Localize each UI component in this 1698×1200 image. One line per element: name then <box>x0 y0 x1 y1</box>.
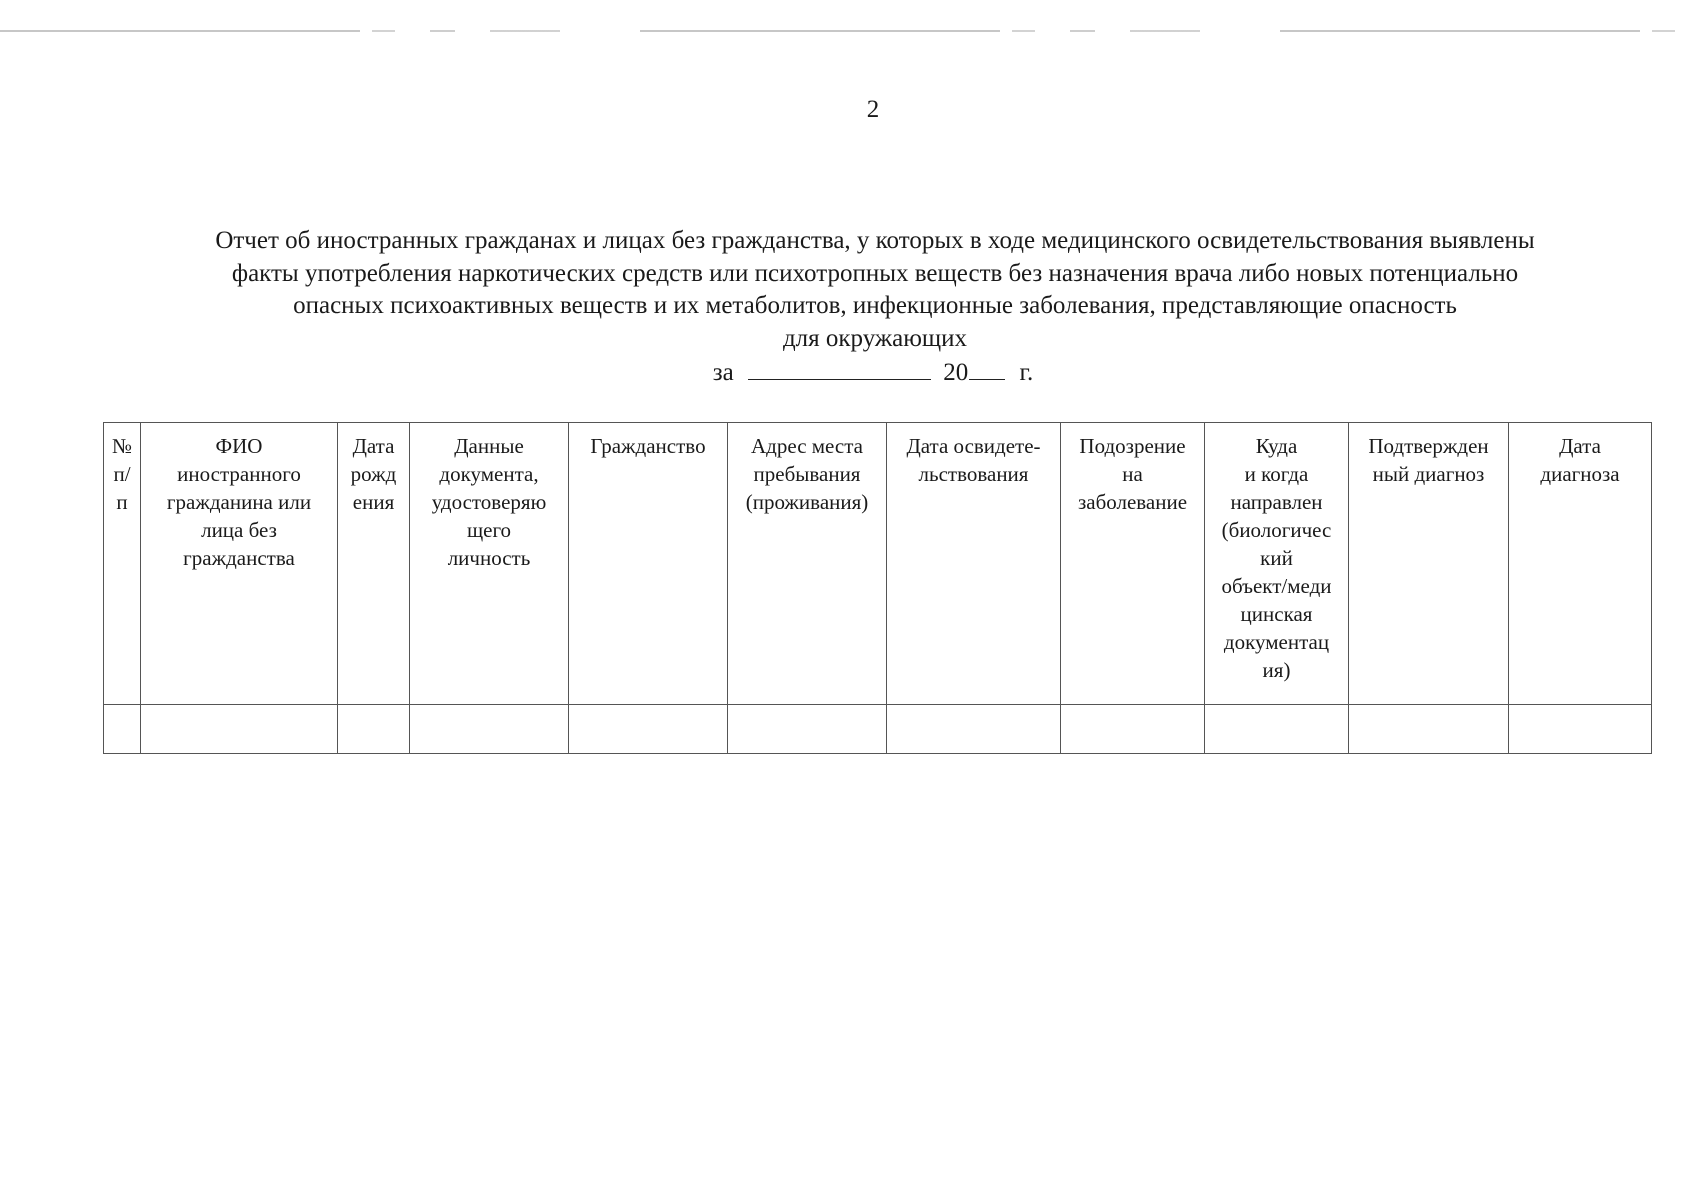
header-cell: Данные документа, удостоверяю щего личность <box>410 423 569 705</box>
title-line: опасных психоактивных веществ и их метаболитов, инфекционные заболевания, представляющие опасность <box>293 292 1457 319</box>
header-cell: Куда и когда направлен (биологичес кий объект/меди цинская документац ия) <box>1205 423 1349 705</box>
table-cell <box>104 705 141 754</box>
period-prefix: за <box>712 359 734 386</box>
header-cell: Дата диагноза <box>1509 423 1652 705</box>
table-cell <box>728 705 887 754</box>
page-number: 2 <box>866 96 880 123</box>
table-cell <box>410 705 569 754</box>
header-cell: Дата рожд ения <box>338 423 410 705</box>
header-cell: Дата освидете- льствования <box>887 423 1061 705</box>
header-cell: № п/ п <box>104 423 141 705</box>
report-period <box>0 357 1698 387</box>
table-cell <box>1509 705 1652 754</box>
title-line: факты употребления наркотических средств или психотропных веществ без назначения врача либо новых потенциально <box>231 259 1519 287</box>
header-cell: ФИО иностранного гражданина или лица без гражданства <box>141 423 338 705</box>
title-line: Отчет об иностранных гражданах и лицах без гражданства, у которых в ходе медицинского освидетельствования выявлены <box>215 227 1535 254</box>
period-suffix: г. <box>1019 359 1034 386</box>
report-table <box>103 422 1652 754</box>
period-blank-field <box>748 357 931 380</box>
header-cell: Подтвержден ный диагноз <box>1349 423 1509 705</box>
header-cell: Гражданство <box>569 423 728 705</box>
table-row <box>104 705 1652 754</box>
header-cell: Подозрение на заболевание <box>1061 423 1205 705</box>
report-title <box>100 225 1650 355</box>
table-cell <box>1061 705 1205 754</box>
table-cell <box>1349 705 1509 754</box>
period-year-blank-field <box>969 357 1005 380</box>
title-line: для окружающих <box>782 324 968 352</box>
table-header-row <box>104 423 1652 705</box>
table-cell <box>141 705 338 754</box>
scan-edge-line <box>0 30 1698 32</box>
table-cell <box>1205 705 1349 754</box>
table-cell <box>569 705 728 754</box>
table-cell <box>887 705 1061 754</box>
header-cell: Адрес места пребывания (проживания) <box>728 423 887 705</box>
table-cell <box>338 705 410 754</box>
period-year-prefix: 20 <box>943 359 969 386</box>
